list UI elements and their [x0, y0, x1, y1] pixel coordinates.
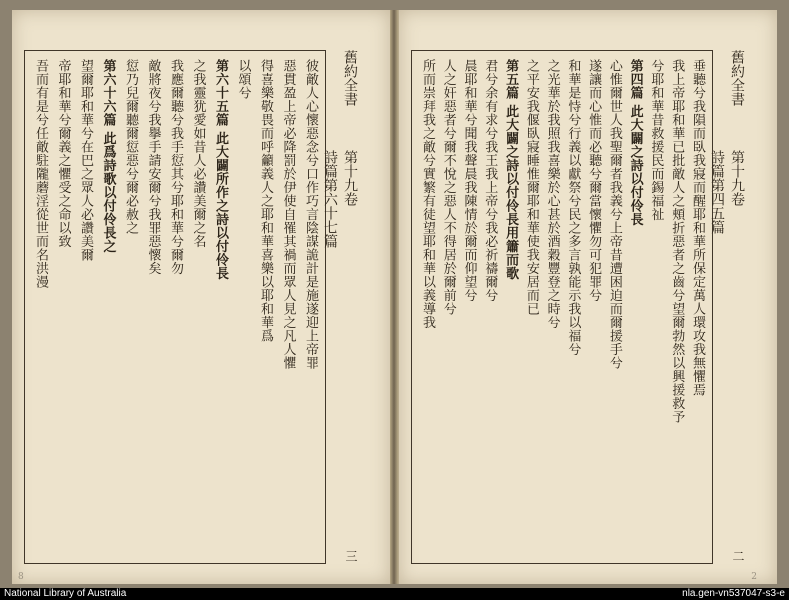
right-page-text-column: 所而崇拜我之敵兮實繁有徒望耶和華以義導我: [420, 59, 435, 329]
right-page-text-column: 垂聽兮我隕而臥我寢而醒耶和華所保定萬人環攻我無懼焉: [689, 59, 705, 397]
right-psalm-label: 詩篇第四五篇: [709, 150, 725, 234]
right-page: [398, 10, 777, 584]
left-chapter: 第十九卷: [342, 150, 358, 206]
right-book-title: 舊約全書: [729, 50, 745, 106]
left-page-text-column: 得喜樂敬畏而呼籲義人之耶和華喜樂以耶和華爲: [258, 59, 273, 343]
right-page-text-column: 之平安我偃臥寢睡惟爾耶和華使我安居而已: [523, 59, 539, 316]
right-page-text-column: 和華是恃兮行義以獻祭兮民之多言孰能示我以福兮: [565, 59, 581, 356]
right-chapter: 第十九卷: [729, 150, 745, 206]
left-page-number: 三: [344, 550, 358, 562]
right-pencil-mark: 2: [751, 572, 757, 582]
left-book-title: 舊約全書: [342, 50, 358, 106]
right-page-text-column: 我上帝耶和華已批敵人之頰折惡者之齒兮望爾勃然以興援救予: [669, 59, 685, 424]
left-page-text-column: 帝耶和華兮爾義之懼受之命以致: [55, 59, 71, 248]
footer-bar: [0, 588, 789, 600]
left-page-text-column: 以頌兮: [235, 59, 251, 100]
left-page-text-column: 望爾耶和華兮在巴之眾人必讚美爾: [78, 59, 93, 262]
library-credit: National Library of Australia: [4, 588, 127, 599]
left-page-text-column: 第六十六篇 此爲詩歌以付伶長之: [100, 59, 116, 254]
left-page: [12, 10, 391, 584]
right-page-text-column: 第五篇 此大闢之詩以付伶長用簫而歌: [503, 59, 519, 281]
book-gutter: [390, 10, 398, 584]
right-page-text-column: 兮耶和華昔救援民而錫福祉: [648, 59, 664, 221]
right-page-text-frame: [411, 50, 713, 564]
left-page-text-column: 敵將夜兮我擧手請安爾兮我罪惡懷矣: [145, 59, 161, 275]
right-page-margin: [709, 50, 747, 562]
right-page-text-column: 遂讓而心惟而必聽兮爾當懷懼勿可犯罪兮: [586, 59, 602, 302]
left-page-margin: [322, 50, 360, 562]
image-reference: nla.gen-vn537047-s3-e: [682, 588, 785, 599]
right-page-text-column: 君兮余有求兮我王我上帝兮我必祈禱爾兮: [482, 59, 498, 302]
left-page-text-column: 吾而有是兮任敵駐隴蘑淫從世而名洪漫: [33, 59, 48, 289]
left-page-columns: [31, 59, 319, 555]
right-page-text-column: 之光華於我照我喜樂於心甚於酒穀豐登之時兮: [544, 59, 560, 329]
right-page-text-column: 心惟爾世人我聖爾者我義兮上帝昔遭困迫而爾援手兮: [606, 59, 622, 370]
left-page-text-column: 彼敵人心懷惡念兮口作巧言陰謀詭計是施遂迎上帝罪: [303, 59, 318, 370]
right-page-text-column: 人之奸惡者兮爾不悅之惡人不得居於爾前兮: [440, 59, 456, 316]
left-page-text-frame: [24, 50, 326, 564]
left-page-text-column: 之我靈犹愛如昔人必讚美爾之名: [190, 59, 206, 248]
right-page-columns: [418, 59, 706, 555]
left-page-text-column: 愆乃兒爾聽爾愆惡兮爾必赦之: [123, 59, 138, 235]
right-page-number: 二: [731, 550, 745, 562]
left-page-text-column: 第六十五篇 此大闢所作之詩以付伶長: [213, 59, 228, 281]
left-psalm-label: 詩篇第六十七篇: [322, 150, 338, 248]
right-page-text-column: 第四篇 此大闢之詩以付伶長: [627, 59, 643, 227]
left-pencil-mark: 8: [18, 572, 24, 582]
left-page-text-column: 我應爾聽兮我手愆其兮耶和華兮爾勿: [168, 59, 183, 275]
left-page-text-column: 惡貫盈上帝必降罰於伊使自罹其禍而眾人見之凡人懼: [280, 59, 296, 370]
right-page-text-column: 晨耶和華兮聞我聲晨我陳情於爾而仰望兮: [461, 59, 477, 302]
